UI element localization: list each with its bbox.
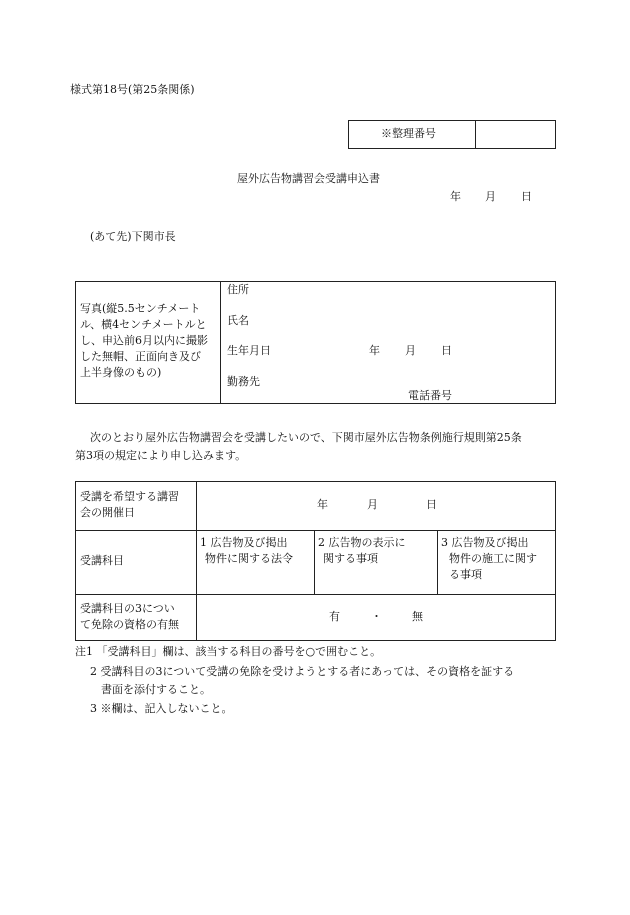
subject-1-line: 1 広告物及び掲出 — [200, 536, 288, 549]
birthdate-day: 日 — [441, 344, 452, 357]
phone-label: 電話番号 — [408, 389, 452, 402]
addressee: (あて先)下関市長 — [90, 230, 176, 243]
course-table-row-divider — [75, 530, 556, 531]
control-number-divider — [475, 120, 476, 149]
exemption-label — [80, 601, 195, 633]
subject-3-line: る事項 — [449, 568, 482, 581]
date-day: 日 — [521, 190, 532, 203]
subject-3-line: 物件の施工に関す — [449, 552, 537, 565]
birthdate-label: 生年月日 — [227, 344, 271, 357]
exemption-no[interactable]: 無 — [412, 610, 423, 623]
exemption-label-line: 受講科目の3につい — [80, 602, 175, 615]
photo-note-line: した無帽、正面向き及び — [80, 350, 201, 363]
subject-1[interactable] — [200, 535, 314, 567]
subject-divider — [437, 530, 438, 594]
subject-2-line: 2 広告物の表示に — [318, 536, 406, 549]
exemption-label-line: て免除の資格の有無 — [80, 618, 179, 631]
photo-note-line: 上半身像のもの) — [80, 366, 162, 379]
control-number-box — [348, 120, 556, 149]
desired-date-label-line: 会の開催日 — [80, 506, 135, 519]
photo-note-line: ル、横4センチメートルと — [80, 318, 207, 331]
exemption-separator: ・ — [371, 610, 382, 623]
photo-area — [80, 301, 220, 381]
statement-line: 次のとおり屋外広告物講習会を受講したいので、下関市屋外広告物条例施行規則第25条 — [90, 431, 522, 444]
workplace-label: 勤務先 — [227, 375, 260, 388]
desired-date-month: 月 — [367, 498, 378, 511]
control-number-label: ※整理番号 — [381, 127, 436, 140]
statement-line: 第3項の規定により申し込みます。 — [75, 449, 247, 462]
note-2-continued: 書面を添付すること。 — [101, 683, 211, 696]
subject-3[interactable] — [441, 535, 555, 583]
exemption-yes[interactable]: 有 — [329, 610, 340, 623]
birthdate-year: 年 — [369, 344, 380, 357]
birthdate-month: 月 — [405, 344, 416, 357]
note-2: 2 受講科目の3について受講の免除を受けようとする者にあっては、その資格を証する — [90, 665, 515, 678]
applicant-table-divider — [220, 281, 221, 404]
photo-note-line: し、申込前6月以内に撮影 — [80, 334, 208, 347]
subject-1-line: 物件に関する法令 — [205, 552, 293, 565]
course-table-row-divider — [75, 594, 556, 595]
name-label: 氏名 — [227, 314, 249, 327]
subject-2[interactable] — [318, 535, 436, 567]
address-label: 住所 — [227, 283, 249, 296]
subject-2-line: 関する事項 — [323, 552, 378, 565]
desired-date-label — [80, 489, 195, 521]
photo-note-line: 写真(縦5.5センチメート — [80, 302, 201, 315]
subject-divider — [314, 530, 315, 594]
date-year: 年 — [450, 190, 461, 203]
date-month: 月 — [485, 190, 496, 203]
document-title: 屋外広告物講習会受講申込書 — [237, 172, 380, 185]
desired-date-year: 年 — [317, 498, 328, 511]
course-table-label-divider — [196, 481, 197, 641]
desired-date-label-line: 受講を希望する講習 — [80, 490, 179, 503]
form-number: 様式第18号(第25条関係) — [70, 83, 195, 96]
note-3: 3 ※欄は、記入しないこと。 — [90, 702, 233, 715]
subject-3-line: 3 広告物及び掲出 — [441, 536, 529, 549]
desired-date-day: 日 — [426, 498, 437, 511]
note-1: 注1 「受講科目」欄は、該当する科目の番号を○で囲むこと。 — [75, 645, 382, 658]
subjects-label: 受講科目 — [80, 554, 124, 567]
